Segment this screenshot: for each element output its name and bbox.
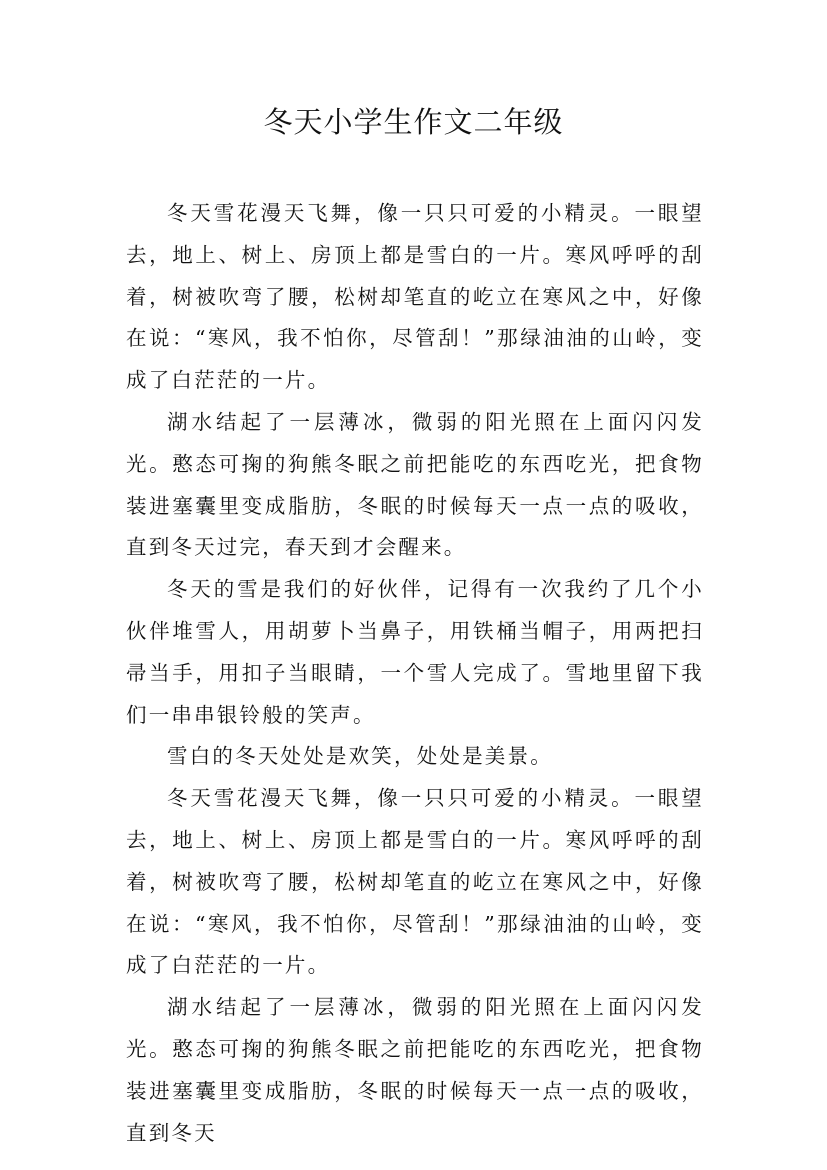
paragraph-4: 雪白的冬天处处是欢笑，处处是美景。 — [167, 744, 553, 769]
document-title: 冬天小学生作文二年级 — [263, 105, 564, 139]
paragraph-3: 冬天的雪是我们的好伙伴，记得有一次我约了几个小伙伴堆雪人，用胡萝卜当鼻子，用铁桶当帽子，用两把扫帚当手，用扣子当眼睛，一个雪人完成了。雪地里留下我们一串串银铃般的笑声。 — [126, 577, 704, 727]
paragraph-2: 湖水结起了一层薄冰，微弱的阳光照在上面闪闪发光。憨态可掬的狗熊冬眠之前把能吃的东西吃光，把食物装进塞囊里变成脂肪，冬眠的时候每天一点一点的吸收，直到冬天过完，春天到才会醒来。 — [126, 409, 704, 560]
document-body — [126, 193, 704, 1154]
paragraph-6: 湖水结起了一层薄冰，微弱的阳光照在上面闪闪发光。憨态可掬的狗熊冬眠之前把能吃的东西吃光，把食物装进塞囊里变成脂肪，冬眠的时候每天一点一点的吸收，直到冬天 — [126, 995, 704, 1145]
paragraph-5: 冬天雪花漫天飞舞，像一只只可爱的小精灵。一眼望去，地上、树上、房顶上都是雪白的一片。寒风呼呼的刮着，树被吹弯了腰，松树却笔直的屹立在寒风之中，好像在说：“寒风，我不怕你，尽管刮！”那绿油油的山岭，变成了白茫茫的一片。 — [126, 786, 704, 978]
paragraph-1: 冬天雪花漫天飞舞，像一只只可爱的小精灵。一眼望去，地上、树上、房顶上都是雪白的一片。寒风呼呼的刮着，树被吹弯了腰，松树却笔直的屹立在寒风之中，好像在说：“寒风，我不怕你，尽管刮！”那绿油油的山岭，变成了白茫茫的一片。 — [126, 201, 704, 393]
